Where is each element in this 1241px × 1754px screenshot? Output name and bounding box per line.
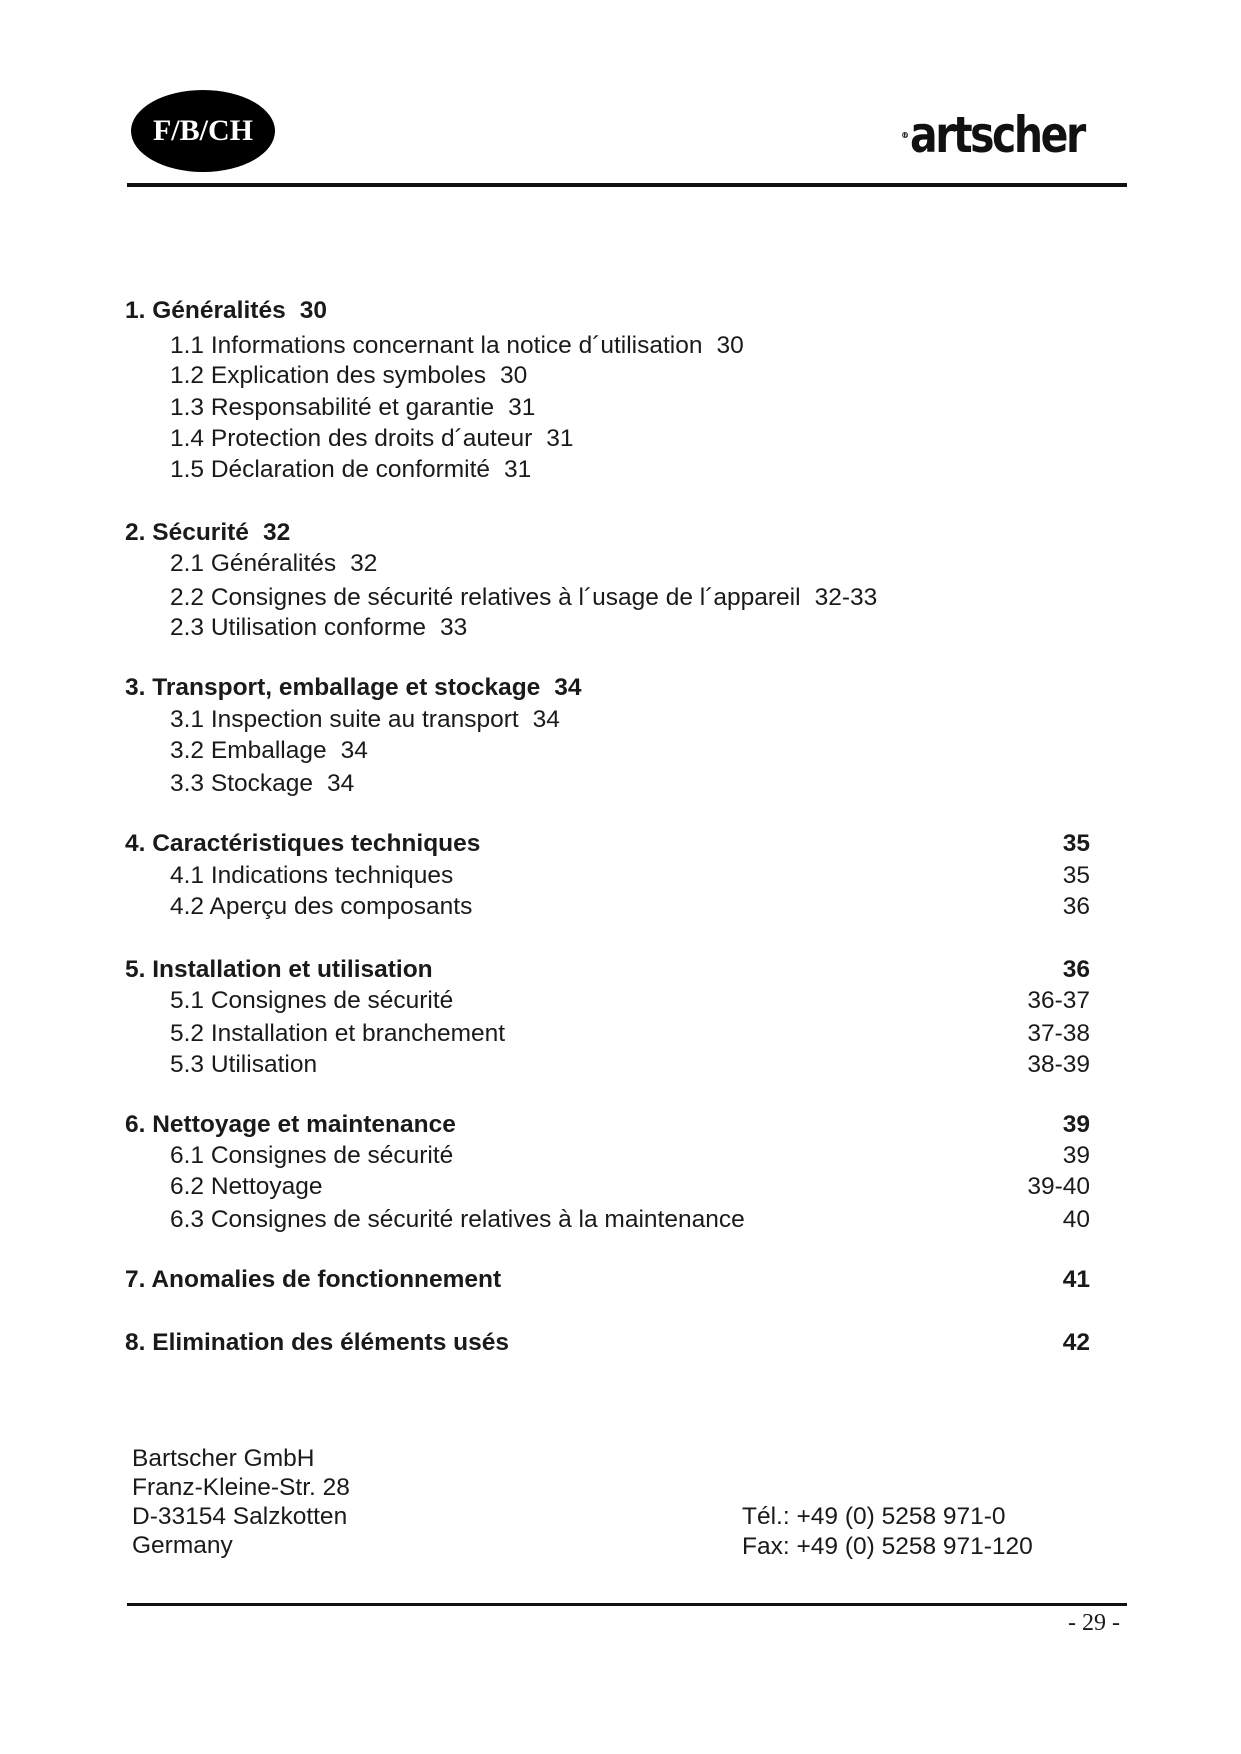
toc-chapter[interactable] [125,1110,456,1140]
toc-chapter[interactable] [125,673,582,703]
toc-page-number: 34 [327,770,355,797]
toc-title: 3.1 Inspection suite au transport [170,706,519,733]
toc-page-number: 38-39 [1027,1051,1090,1078]
toc-section[interactable] [170,769,354,799]
toc-page-column [990,1050,1090,1080]
toc-page-number: 37-38 [1027,1020,1090,1047]
toc-chapter[interactable] [125,296,327,326]
bartscher-logo-mark-icon [902,109,908,161]
toc-page-number: 42 [1062,1329,1090,1356]
company-name: Bartscher GmbH [132,1445,315,1472]
toc-title: 2.2 Consignes de sécurité relatives à l´usage de l´appareil [170,584,801,611]
toc-chapter[interactable] [125,1328,509,1358]
toc-section[interactable] [170,583,877,613]
toc-title: 3. Transport, emballage et stockage [125,674,541,701]
toc-title: 1.5 Déclaration de conformité [170,456,491,483]
toc-section[interactable] [170,892,472,922]
toc-title: 3.2 Emballage [170,737,327,764]
toc-page-number: 35 [1062,862,1090,889]
toc-page-number: 39 [1062,1111,1090,1138]
toc-section[interactable] [170,1205,745,1235]
toc-section[interactable] [170,455,531,485]
toc-section[interactable] [170,1172,323,1202]
toc-title: 1.1 Informations concernant la notice d´utilisation [170,332,703,359]
toc-page-number: 31 [546,425,574,452]
toc-page-number: 30 [299,297,327,324]
toc-title: 3.3 Stockage [170,770,314,797]
toc-section[interactable] [170,1050,317,1080]
toc-section[interactable] [170,861,453,891]
toc-section[interactable] [170,613,467,643]
toc-title: 7. Anomalies de fonctionnement [125,1266,502,1293]
toc-page-number: 34 [554,674,582,701]
toc-section[interactable] [170,393,535,423]
toc-title: 6. Nettoyage et maintenance [125,1111,456,1138]
company-address [132,1444,350,1560]
toc-page-number: 34 [340,737,368,764]
toc-page-number: 34 [532,706,560,733]
toc-title: 2.3 Utilisation conforme [170,614,427,641]
company-contact [742,1502,1033,1562]
toc-title: 4.2 Aperçu des composants [170,893,473,920]
toc-page-column [990,1110,1090,1140]
toc-page-number: 36-37 [1027,987,1090,1014]
toc-page-column [990,892,1090,922]
toc-title: 6.3 Consignes de sécurité relatives à la maintenance [170,1206,745,1233]
toc-page-number: 39 [1062,1142,1090,1169]
toc-page-column [990,1141,1090,1171]
toc-page-number: 33 [440,614,468,641]
toc-section[interactable] [170,361,527,391]
toc-title: 2. Sécurité [125,519,249,546]
toc-section[interactable] [170,1019,505,1049]
toc-page-column [990,955,1090,985]
toc-chapter[interactable] [125,829,480,859]
toc-title: 5.3 Utilisation [170,1051,318,1078]
toc-page-number: 30 [716,332,744,359]
toc-page-column [990,986,1090,1016]
toc-page-number: 36 [1062,956,1090,983]
company-street: Franz-Kleine-Str. 28 [132,1474,350,1501]
company-country: Germany [132,1532,233,1559]
bartscher-logo [902,100,1122,170]
toc-chapter[interactable] [125,955,433,985]
region-badge-label: F/B/CH [152,114,253,147]
toc-title: 4.1 Indications techniques [170,862,454,889]
toc-page-number: 40 [1062,1206,1090,1233]
toc-page-number: 31 [504,456,532,483]
toc-section[interactable] [170,736,368,766]
toc-section[interactable] [170,986,453,1016]
region-badge [131,90,275,172]
toc-section[interactable] [170,549,377,579]
toc-page-column [990,1328,1090,1358]
toc-section[interactable] [170,1141,453,1171]
toc-title: 5.2 Installation et branchement [170,1020,506,1047]
toc-section[interactable] [170,424,574,454]
phone-number: Tél.: +49 (0) 5258 971-0 [742,1503,1006,1530]
toc-page-column [990,861,1090,891]
toc-page-column [990,1265,1090,1295]
toc-section[interactable] [170,331,744,361]
toc-page-column [990,1172,1090,1202]
toc-page-number: 32-33 [814,584,878,611]
toc-page-number: 30 [499,362,528,389]
toc-title: 1.4 Protection des droits d´auteur [170,425,533,452]
toc-page-number: 41 [1062,1266,1090,1293]
toc-title: 6.2 Nettoyage [170,1173,323,1200]
page-number: - 29 - [1068,1610,1120,1636]
toc-page-number: 35 [1062,830,1090,857]
company-city: D-33154 Salzkotten [132,1503,348,1530]
toc-page-number: 32 [262,519,291,546]
footer-divider [127,1603,1127,1606]
toc-title: 1.2 Explication des symboles [170,362,486,389]
toc-page-column [990,1019,1090,1049]
toc-page-number: 39-40 [1027,1173,1090,1200]
toc-title: 5.1 Consignes de sécurité [170,987,454,1014]
bartscher-logo-wordmark: artscher [910,106,1084,164]
fax-number: Fax: +49 (0) 5258 971-120 [742,1533,1033,1560]
toc-title: 5. Installation et utilisation [125,956,433,983]
toc-title: 2.1 Généralités [170,550,337,577]
header-divider [127,183,1127,187]
toc-section[interactable] [170,705,560,735]
toc-title: 4. Caractéristiques techniques [125,830,481,857]
toc-chapter[interactable] [125,518,290,548]
toc-title: 1.3 Responsabilité et garantie [170,394,495,421]
toc-page-number: 36 [1062,893,1090,920]
toc-title: 8. Elimination des éléments usés [125,1329,509,1356]
toc-page-column [990,1205,1090,1235]
toc-page-number: 31 [508,394,536,421]
toc-title: 1. Généralités [125,297,286,324]
toc-page-column [990,829,1090,859]
toc-chapter[interactable] [125,1265,501,1295]
toc-title: 6.1 Consignes de sécurité [170,1142,454,1169]
toc-page-number: 32 [350,550,378,577]
